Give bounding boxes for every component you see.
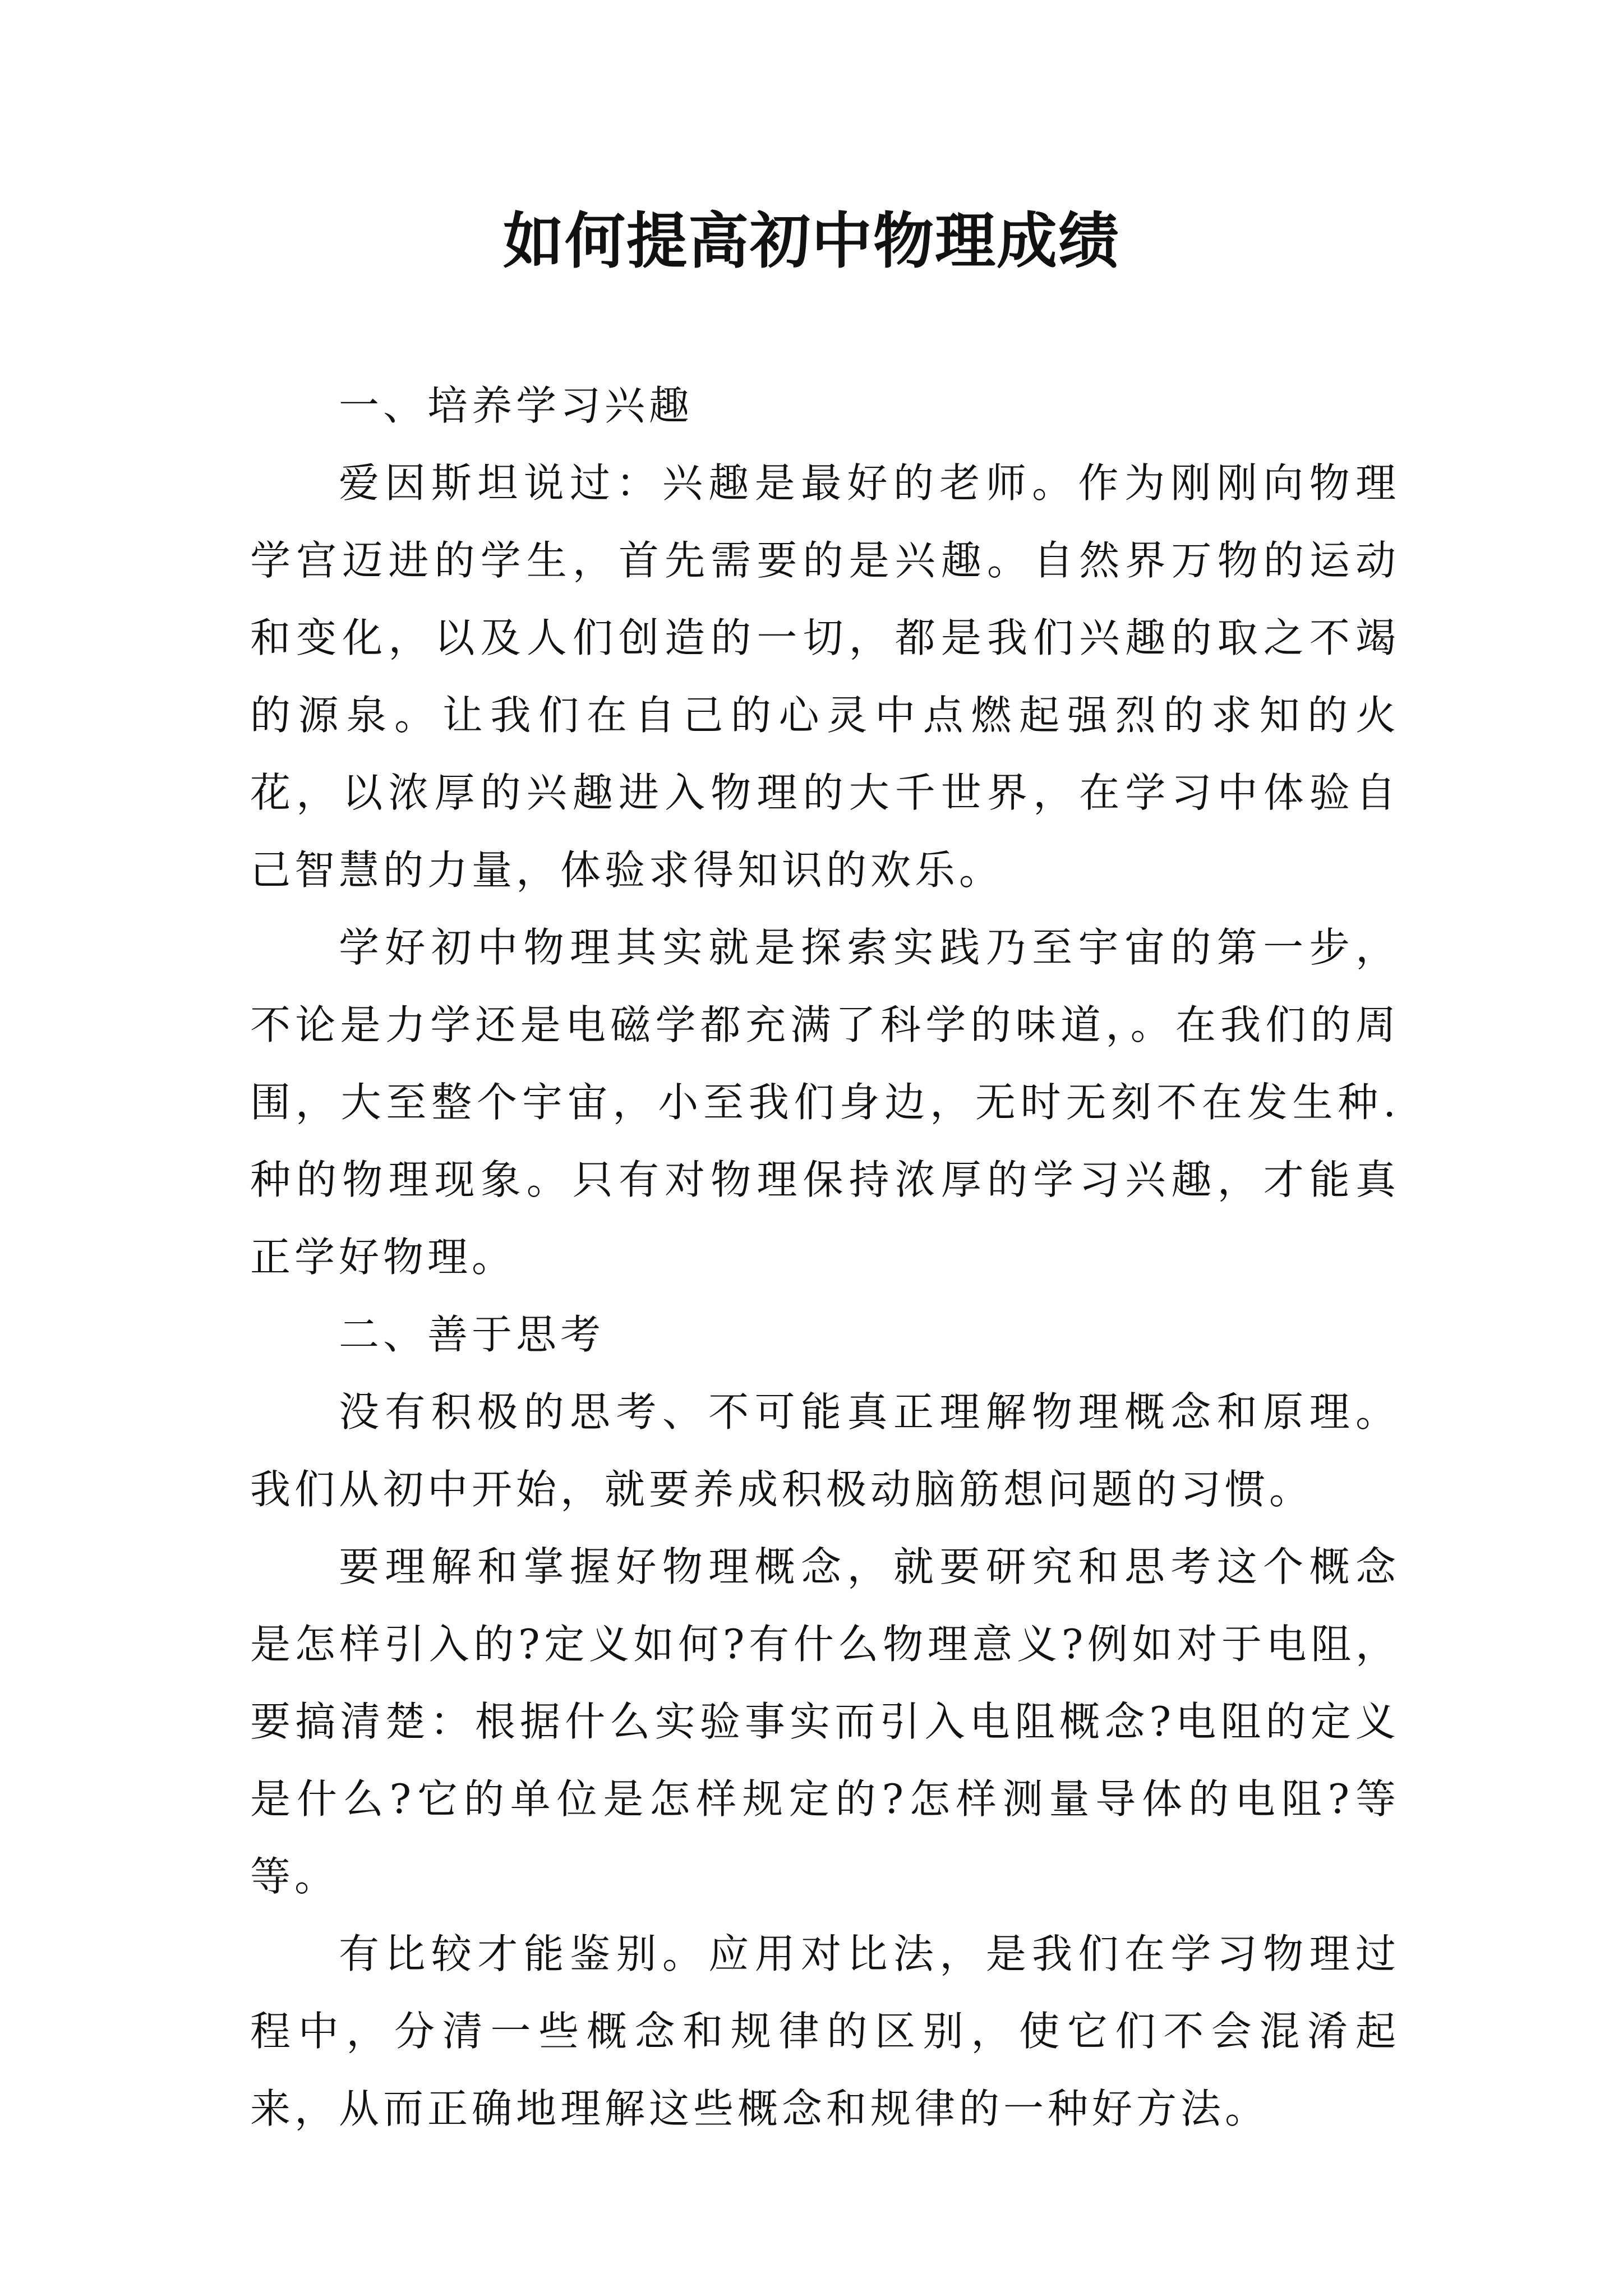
section-heading: 一、培养学习兴趣 <box>339 382 694 429</box>
document-body <box>250 367 1400 2147</box>
body-paragraph: 没有积极的思考、不可能真正理解物理概念和原理。我们从初中开始，就要养成积极动脑筋想问题的习惯。 <box>250 1388 1400 1513</box>
section-heading: 二、善于思考 <box>339 1311 605 1358</box>
body-paragraph: 学好初中物理其实就是探索实践乃至宇宙的第一步，不论是力学还是电磁学都充满了科学的味道，。在我们的周围，大至整个宇宙，小至我们身边，无时无刻不在发生种.种的物理现象。只有对物理保持浓厚的学习兴趣，才能真正学好物理。 <box>250 924 1400 1281</box>
body-paragraph: 有比较才能鉴别。应用对比法，是我们在学习物理过程中，分清一些概念和规律的区别，使它们不会混淆起来，从而正确地理解这些概念和规律的一种好方法。 <box>250 1930 1400 2132</box>
body-paragraph: 爱因斯坦说过：兴趣是最好的老师。作为刚刚向物理学宫迈进的学生，首先需要的是兴趣。自然界万物的运动和变化，以及人们创造的一切，都是我们兴趣的取之不竭的源泉。让我们在自己的心灵中点燃起强烈的求知的火花，以浓厚的兴趣进入物理的大千世界，在学习中体验自己智慧的力量，体验求得知识的欢乐。 <box>250 459 1400 894</box>
body-paragraph: 要理解和掌握好物理概念，就要研究和思考这个概念是怎样引入的?定义如何?有什么物理意义?例如对于电阻，要搞清楚：根据什么实验事实而引入电阻概念?电阻的定义是什么?它的单位是怎样规定的?怎样测量导体的电阻?等等。 <box>250 1543 1400 1900</box>
document-title: 如何提高初中物理成绩 <box>502 206 1120 277</box>
